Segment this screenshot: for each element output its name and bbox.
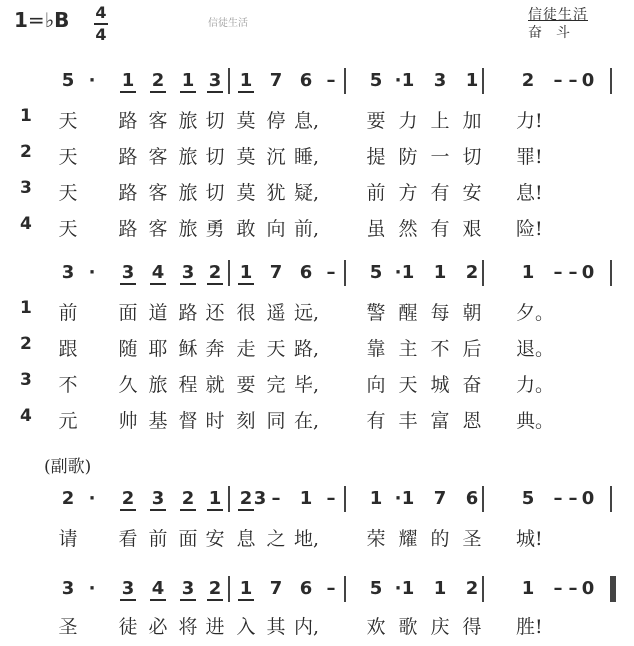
time-signature: 4 4 (95, 3, 107, 44)
lyric-char: 勇 (205, 218, 225, 240)
lyric-char: 耀 (398, 528, 418, 550)
lyric-char: 安 (462, 182, 482, 204)
lyric-char: 看 (118, 528, 138, 550)
final-bar-line (612, 576, 616, 602)
note: 2 (181, 488, 195, 509)
note: 1 (369, 488, 383, 509)
note: 1 (181, 70, 195, 91)
lyric-char: 前 (366, 182, 386, 204)
note: 1 (433, 578, 447, 599)
note: 0 (581, 488, 595, 509)
lyric-char: 后 (462, 338, 482, 360)
notation-row (0, 70, 634, 98)
note: 1 (239, 262, 253, 283)
lyric-char: 典。 (516, 410, 555, 432)
lyric-char: 沉 (266, 146, 286, 168)
note: 0 (581, 70, 595, 91)
lyric-char: 力! (516, 110, 543, 132)
faint-background-text: 信徒生活 (208, 18, 248, 29)
note: · (88, 578, 96, 599)
note: 7 (269, 578, 283, 599)
lyric-char: 圣 (462, 528, 482, 550)
lyric-char: 敢 (236, 218, 256, 240)
lyric-char: 城 (430, 374, 450, 396)
lyric-char: 旅 (178, 146, 198, 168)
lyric-char: 必 (148, 616, 168, 638)
lyric-char: 提 (366, 146, 386, 168)
lyric-char: 欢 (366, 616, 386, 638)
verse-number: 1 (20, 106, 32, 126)
verse-number: 2 (20, 142, 32, 162)
note: 1 (208, 488, 222, 509)
note: – (553, 578, 563, 599)
lyric-char: 基 (148, 410, 168, 432)
lyric-char: 遥 (266, 302, 286, 324)
lyric-char: 很 (236, 302, 256, 324)
note: · (88, 488, 96, 509)
note: 1 (401, 70, 415, 91)
note: 0 (581, 262, 595, 283)
note: 1 (401, 488, 415, 509)
note: 3 (61, 262, 75, 283)
lyric-char: 走 (236, 338, 256, 360)
bar-line (610, 486, 612, 512)
lyric-char: 奔 (205, 338, 225, 360)
lyric-char: 请 (58, 528, 78, 550)
note: 1 (121, 70, 135, 91)
note: 3 (121, 578, 135, 599)
lyric-char: 地, (294, 528, 320, 550)
lyric-char: 莫 (236, 146, 256, 168)
lyric-char: 艰 (462, 218, 482, 240)
note: 1 (465, 70, 479, 91)
lyric-char: 有 (430, 182, 450, 204)
lyric-char: 旅 (178, 218, 198, 240)
lyric-char: 恩 (462, 410, 482, 432)
note: 3 (253, 488, 267, 509)
lyric-char: 路 (118, 110, 138, 132)
note: 2 (208, 262, 222, 283)
bar-line (344, 68, 346, 94)
lyric-char: 庆 (430, 616, 450, 638)
note: 5 (369, 578, 383, 599)
lyric-char: 进 (205, 616, 225, 638)
note: 5 (61, 70, 75, 91)
lyric-char: 得 (462, 616, 482, 638)
lyric-char: 同 (266, 410, 286, 432)
lyric-char: 要 (366, 110, 386, 132)
note: 3 (121, 262, 135, 283)
note: – (568, 488, 578, 509)
lyric-char: 徒 (118, 616, 138, 638)
lyric-char: 天 (398, 374, 418, 396)
lyric-char: 主 (398, 338, 418, 360)
notation-row (0, 262, 634, 290)
category-label: 信徒生活 奋斗 (528, 7, 588, 41)
lyric-line (0, 178, 634, 206)
lyric-char: 不 (58, 374, 78, 396)
lyric-char: 莫 (236, 182, 256, 204)
lyric-char: 将 (178, 616, 198, 638)
lyric-char: 夕。 (516, 302, 555, 324)
note: 1 (401, 578, 415, 599)
note: 1 (521, 262, 535, 283)
lyric-char: 天 (58, 146, 78, 168)
verse-number: 2 (20, 334, 32, 354)
lyric-char: 力 (398, 110, 418, 132)
lyric-char: 之 (266, 528, 286, 550)
lyric-char: 客 (148, 182, 168, 204)
refrain-label: (副歌) (44, 457, 92, 477)
note: 2 (151, 70, 165, 91)
lyric-line (0, 334, 634, 362)
lyric-char: 莫 (236, 110, 256, 132)
lyric-char: 胜! (516, 616, 543, 638)
lyric-char: 前 (58, 302, 78, 324)
bar-line (228, 576, 230, 602)
lyric-char: 险! (516, 218, 543, 240)
lyric-char: 睡, (294, 146, 320, 168)
note: 6 (299, 70, 313, 91)
lyric-char: 旅 (178, 182, 198, 204)
key-signature: 1=♭B (14, 8, 70, 32)
lyric-char: 客 (148, 218, 168, 240)
note: 7 (269, 262, 283, 283)
lyric-char: 一 (430, 146, 450, 168)
note: · (394, 488, 402, 509)
lyric-char: 朝 (462, 302, 482, 324)
lyric-char: 的 (430, 528, 450, 550)
note: 2 (61, 488, 75, 509)
note: 6 (299, 578, 313, 599)
lyric-char: 要 (236, 374, 256, 396)
lyric-char: 督 (178, 410, 198, 432)
note: 2 (465, 262, 479, 283)
lyric-char: 道 (148, 302, 168, 324)
note: 0 (581, 578, 595, 599)
lyric-char: 富 (430, 410, 450, 432)
bar-line (228, 486, 230, 512)
verse-number: 3 (20, 178, 32, 198)
note: – (326, 578, 336, 599)
lyric-char: 帅 (118, 410, 138, 432)
bar-line (228, 260, 230, 286)
bar-line (344, 576, 346, 602)
lyric-char: 客 (148, 110, 168, 132)
bar-line (482, 260, 484, 286)
note: 1 (521, 578, 535, 599)
note: 1 (433, 262, 447, 283)
lyric-char: 耶 (148, 338, 168, 360)
lyric-char: 刻 (236, 410, 256, 432)
note: 2 (239, 488, 253, 509)
lyric-char: 路 (118, 146, 138, 168)
lyric-line (0, 370, 634, 398)
lyric-char: 上 (430, 110, 450, 132)
lyric-line (0, 106, 634, 134)
lyric-char: 向 (266, 218, 286, 240)
note: 1 (299, 488, 313, 509)
note: 3 (181, 578, 195, 599)
note: 7 (269, 70, 283, 91)
note: 2 (521, 70, 535, 91)
lyric-char: 内, (294, 616, 320, 638)
lyric-char: 旅 (178, 110, 198, 132)
lyric-line (0, 214, 634, 242)
lyric-line (0, 612, 634, 640)
lyric-char: 息! (516, 182, 543, 204)
verse-number: 4 (20, 406, 32, 426)
lyric-char: 前 (148, 528, 168, 550)
verse-number: 1 (20, 298, 32, 318)
lyric-char: 然 (398, 218, 418, 240)
lyric-char: 时 (205, 410, 225, 432)
note: 7 (433, 488, 447, 509)
lyric-char: 加 (462, 110, 482, 132)
bar-line (482, 576, 484, 602)
note: – (553, 70, 563, 91)
lyric-char: 路 (118, 218, 138, 240)
note: – (326, 70, 336, 91)
note: – (553, 262, 563, 283)
note: 1 (239, 578, 253, 599)
lyric-char: 元 (58, 410, 78, 432)
bar-line (344, 486, 346, 512)
bar-line (610, 260, 612, 286)
bar-line (344, 260, 346, 286)
lyric-char: 靠 (366, 338, 386, 360)
bar-line (610, 68, 612, 94)
note: – (553, 488, 563, 509)
lyric-char: 路, (294, 338, 320, 360)
lyric-char: 天 (58, 110, 78, 132)
note: – (271, 488, 281, 509)
lyric-char: 切 (205, 182, 225, 204)
lyric-char: 圣 (58, 616, 78, 638)
lyric-char: 路 (118, 182, 138, 204)
lyric-char: 疑, (294, 182, 320, 204)
lyric-char: 旅 (148, 374, 168, 396)
lyric-char: 面 (118, 302, 138, 324)
lyric-char: 奋 (462, 374, 482, 396)
note: 2 (208, 578, 222, 599)
notation-row (0, 488, 634, 516)
lyric-char: 向 (366, 374, 386, 396)
note: 1 (239, 70, 253, 91)
lyric-char: 荣 (366, 528, 386, 550)
note: 2 (465, 578, 479, 599)
lyric-char: 息, (294, 110, 320, 132)
lyric-char: 稣 (178, 338, 198, 360)
lyric-char: 前, (294, 218, 320, 240)
lyric-char: 还 (205, 302, 225, 324)
note: · (88, 262, 96, 283)
lyric-char: 虽 (366, 218, 386, 240)
lyric-char: 随 (118, 338, 138, 360)
notation-row (0, 578, 634, 606)
lyric-char: 入 (236, 616, 256, 638)
note: 2 (121, 488, 135, 509)
lyric-char: 天 (58, 218, 78, 240)
lyric-char: 久 (118, 374, 138, 396)
lyric-char: 方 (398, 182, 418, 204)
lyric-char: 息 (236, 528, 256, 550)
lyric-char: 程 (178, 374, 198, 396)
note: · (394, 70, 402, 91)
note: 3 (208, 70, 222, 91)
lyric-char: 力。 (516, 374, 555, 396)
lyric-char: 有 (430, 218, 450, 240)
lyric-char: 歌 (398, 616, 418, 638)
lyric-char: 天 (58, 182, 78, 204)
note: 5 (369, 70, 383, 91)
lyric-char: 退。 (516, 338, 555, 360)
lyric-char: 防 (398, 146, 418, 168)
note: 5 (369, 262, 383, 283)
note: – (326, 262, 336, 283)
note: 4 (151, 262, 165, 283)
lyric-char: 天 (266, 338, 286, 360)
lyric-line (0, 298, 634, 326)
note: · (88, 70, 96, 91)
lyric-line (0, 524, 634, 552)
lyric-char: 犹 (266, 182, 286, 204)
lyric-char: 丰 (398, 410, 418, 432)
lyric-char: 毕, (294, 374, 320, 396)
lyric-char: 醒 (398, 302, 418, 324)
lyric-line (0, 142, 634, 170)
lyric-char: 切 (205, 110, 225, 132)
lyric-char: 切 (462, 146, 482, 168)
lyric-char: 就 (205, 374, 225, 396)
lyric-line (0, 406, 634, 434)
lyric-char: 面 (178, 528, 198, 550)
lyric-char: 城! (516, 528, 543, 550)
note: 3 (151, 488, 165, 509)
note: · (394, 578, 402, 599)
lyric-char: 每 (430, 302, 450, 324)
note: 5 (521, 488, 535, 509)
note: – (568, 578, 578, 599)
lyric-char: 完 (266, 374, 286, 396)
lyric-char: 其 (266, 616, 286, 638)
note: 3 (61, 578, 75, 599)
note: 3 (181, 262, 195, 283)
bar-line (482, 68, 484, 94)
lyric-char: 停 (266, 110, 286, 132)
lyric-char: 在, (294, 410, 320, 432)
note: 6 (299, 262, 313, 283)
note: · (394, 262, 402, 283)
verse-number: 4 (20, 214, 32, 234)
verse-number: 3 (20, 370, 32, 390)
lyric-char: 路 (178, 302, 198, 324)
lyric-char: 有 (366, 410, 386, 432)
lyric-char: 安 (205, 528, 225, 550)
note: – (568, 70, 578, 91)
note: 3 (433, 70, 447, 91)
lyric-char: 切 (205, 146, 225, 168)
note: 6 (465, 488, 479, 509)
bar-line (228, 68, 230, 94)
note: 1 (401, 262, 415, 283)
note: 4 (151, 578, 165, 599)
lyric-char: 警 (366, 302, 386, 324)
note: – (326, 488, 336, 509)
lyric-char: 跟 (58, 338, 78, 360)
lyric-char: 远, (294, 302, 320, 324)
lyric-char: 客 (148, 146, 168, 168)
lyric-char: 罪! (516, 146, 543, 168)
note: – (568, 262, 578, 283)
bar-line (482, 486, 484, 512)
lyric-char: 不 (430, 338, 450, 360)
